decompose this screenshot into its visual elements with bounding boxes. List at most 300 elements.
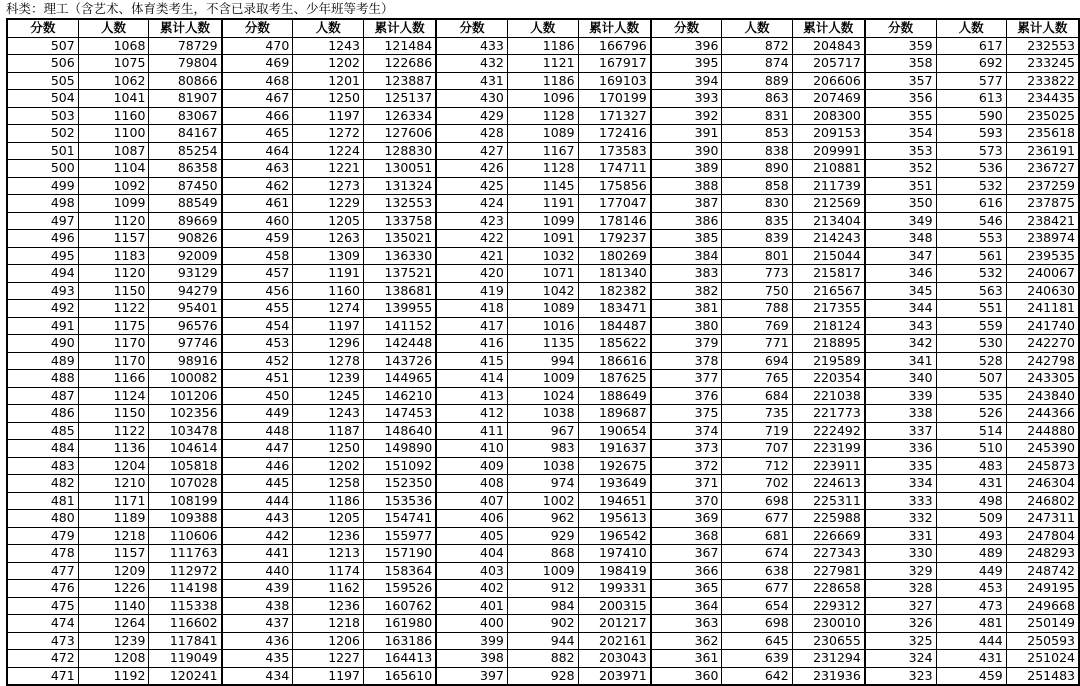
cell-cumulative: 119049 <box>149 650 222 668</box>
cell-cumulative: 89669 <box>149 212 222 230</box>
table-row <box>7 317 1079 335</box>
cell-count: 528 <box>936 352 1006 370</box>
cell-cumulative: 80866 <box>149 72 222 90</box>
cell-cumulative: 138681 <box>364 282 437 300</box>
cell-count: 1071 <box>507 265 578 283</box>
cell-score: 469 <box>222 55 293 73</box>
cell-score: 324 <box>865 650 936 668</box>
cell-cumulative: 242798 <box>1006 352 1079 370</box>
cell-score: 410 <box>436 440 507 458</box>
cell-score: 383 <box>651 265 722 283</box>
cell-count: 563 <box>936 282 1006 300</box>
table-row <box>7 527 1079 545</box>
cell-cumulative: 225988 <box>792 510 865 528</box>
cell-score: 387 <box>651 195 722 213</box>
cell-cumulative: 100082 <box>149 370 222 388</box>
cell-count: 1186 <box>507 37 578 55</box>
table-row <box>7 475 1079 493</box>
cell-count: 473 <box>936 597 1006 615</box>
cell-score: 448 <box>222 422 293 440</box>
cell-count: 1087 <box>78 142 149 160</box>
header-score: 分数 <box>651 19 722 37</box>
cell-score: 346 <box>865 265 936 283</box>
table-row <box>7 597 1079 615</box>
cell-score: 480 <box>7 510 78 528</box>
cell-cumulative: 173583 <box>578 142 651 160</box>
cell-cumulative: 78729 <box>149 37 222 55</box>
cell-cumulative: 85254 <box>149 142 222 160</box>
cell-score: 399 <box>436 632 507 650</box>
cell-count: 1128 <box>507 107 578 125</box>
cell-cumulative: 185622 <box>578 335 651 353</box>
cell-cumulative: 98916 <box>149 352 222 370</box>
table-row <box>7 195 1079 213</box>
cell-score: 356 <box>865 90 936 108</box>
cell-score: 338 <box>865 405 936 423</box>
cell-cumulative: 186616 <box>578 352 651 370</box>
cell-score: 470 <box>222 37 293 55</box>
cell-cumulative: 104614 <box>149 440 222 458</box>
cell-cumulative: 220354 <box>792 370 865 388</box>
cell-cumulative: 166796 <box>578 37 651 55</box>
cell-score: 475 <box>7 597 78 615</box>
cell-count: 765 <box>722 370 792 388</box>
cell-cumulative: 246802 <box>1006 492 1079 510</box>
cell-count: 830 <box>722 195 792 213</box>
cell-score: 504 <box>7 90 78 108</box>
cell-cumulative: 198419 <box>578 562 651 580</box>
cell-cumulative: 127606 <box>364 125 437 143</box>
cell-cumulative: 248293 <box>1006 545 1079 563</box>
cell-score: 420 <box>436 265 507 283</box>
cell-count: 617 <box>936 37 1006 55</box>
cell-score: 443 <box>222 510 293 528</box>
cell-score: 343 <box>865 317 936 335</box>
cell-cumulative: 111763 <box>149 545 222 563</box>
cell-score: 389 <box>651 160 722 178</box>
header-score: 分数 <box>7 19 78 37</box>
cell-cumulative: 126334 <box>364 107 437 125</box>
cell-count: 444 <box>936 632 1006 650</box>
cell-score: 462 <box>222 177 293 195</box>
cell-count: 1201 <box>293 72 364 90</box>
cell-count: 1263 <box>293 230 364 248</box>
cell-count: 638 <box>722 562 792 580</box>
cell-cumulative: 182382 <box>578 282 651 300</box>
cell-count: 1174 <box>293 562 364 580</box>
cell-count: 694 <box>722 352 792 370</box>
cell-cumulative: 189687 <box>578 405 651 423</box>
cell-score: 411 <box>436 422 507 440</box>
header-cumulative: 累计人数 <box>1006 19 1079 37</box>
cell-score: 497 <box>7 212 78 230</box>
table-row <box>7 545 1079 563</box>
cell-score: 493 <box>7 282 78 300</box>
table-row <box>7 247 1079 265</box>
table-row <box>7 125 1079 143</box>
cell-count: 1204 <box>78 457 149 475</box>
table-row <box>7 650 1079 668</box>
cell-score: 457 <box>222 265 293 283</box>
cell-cumulative: 201217 <box>578 615 651 633</box>
cell-cumulative: 209991 <box>792 142 865 160</box>
cell-count: 535 <box>936 387 1006 405</box>
cell-cumulative: 170199 <box>578 90 651 108</box>
table-row <box>7 90 1079 108</box>
table-row <box>7 615 1079 633</box>
cell-cumulative: 221773 <box>792 405 865 423</box>
table-row <box>7 352 1079 370</box>
cell-count: 974 <box>507 475 578 493</box>
cell-count: 1309 <box>293 247 364 265</box>
cell-score: 402 <box>436 580 507 598</box>
cell-count: 1135 <box>507 335 578 353</box>
cell-score: 368 <box>651 527 722 545</box>
cell-cumulative: 83067 <box>149 107 222 125</box>
cell-cumulative: 115338 <box>149 597 222 615</box>
cell-score: 487 <box>7 387 78 405</box>
cell-count: 1250 <box>293 90 364 108</box>
table-row <box>7 72 1079 90</box>
cell-score: 355 <box>865 107 936 125</box>
cell-score: 492 <box>7 300 78 318</box>
cell-score: 460 <box>222 212 293 230</box>
cell-cumulative: 212569 <box>792 195 865 213</box>
cell-score: 334 <box>865 475 936 493</box>
cell-score: 429 <box>436 107 507 125</box>
cell-score: 378 <box>651 352 722 370</box>
cell-count: 890 <box>722 160 792 178</box>
cell-count: 1221 <box>293 160 364 178</box>
cell-count: 882 <box>507 650 578 668</box>
cell-count: 1239 <box>78 632 149 650</box>
cell-cumulative: 172416 <box>578 125 651 143</box>
cell-count: 874 <box>722 55 792 73</box>
cell-count: 1197 <box>293 317 364 335</box>
cell-score: 328 <box>865 580 936 598</box>
cell-cumulative: 109388 <box>149 510 222 528</box>
cell-cumulative: 221038 <box>792 387 865 405</box>
cell-score: 468 <box>222 72 293 90</box>
cell-count: 853 <box>722 125 792 143</box>
cell-cumulative: 95401 <box>149 300 222 318</box>
cell-count: 707 <box>722 440 792 458</box>
cell-score: 481 <box>7 492 78 510</box>
cell-score: 326 <box>865 615 936 633</box>
cell-count: 1218 <box>78 527 149 545</box>
cell-score: 348 <box>865 230 936 248</box>
cell-count: 983 <box>507 440 578 458</box>
cell-count: 1175 <box>78 317 149 335</box>
cell-score: 503 <box>7 107 78 125</box>
cell-cumulative: 120241 <box>149 667 222 685</box>
cell-score: 421 <box>436 247 507 265</box>
cell-cumulative: 144965 <box>364 370 437 388</box>
cell-cumulative: 244366 <box>1006 405 1079 423</box>
cell-count: 719 <box>722 422 792 440</box>
cell-cumulative: 208300 <box>792 107 865 125</box>
cell-cumulative: 188649 <box>578 387 651 405</box>
cell-score: 352 <box>865 160 936 178</box>
cell-cumulative: 193649 <box>578 475 651 493</box>
cell-cumulative: 215817 <box>792 265 865 283</box>
cell-cumulative: 131324 <box>364 177 437 195</box>
cell-score: 373 <box>651 440 722 458</box>
table-row <box>7 440 1079 458</box>
cell-score: 442 <box>222 527 293 545</box>
cell-score: 391 <box>651 125 722 143</box>
cell-cumulative: 161980 <box>364 615 437 633</box>
cell-cumulative: 180269 <box>578 247 651 265</box>
cell-cumulative: 190654 <box>578 422 651 440</box>
cell-cumulative: 94279 <box>149 282 222 300</box>
cell-count: 526 <box>936 405 1006 423</box>
header-cumulative: 累计人数 <box>149 19 222 37</box>
table-row <box>7 107 1079 125</box>
cell-cumulative: 249195 <box>1006 580 1079 598</box>
cell-count: 712 <box>722 457 792 475</box>
cell-cumulative: 175856 <box>578 177 651 195</box>
cell-score: 437 <box>222 615 293 633</box>
cell-count: 677 <box>722 580 792 598</box>
cell-score: 364 <box>651 597 722 615</box>
cell-count: 1041 <box>78 90 149 108</box>
cell-count: 645 <box>722 632 792 650</box>
cell-count: 489 <box>936 545 1006 563</box>
cell-cumulative: 97746 <box>149 335 222 353</box>
table-row <box>7 667 1079 685</box>
cell-count: 590 <box>936 107 1006 125</box>
cell-cumulative: 86358 <box>149 160 222 178</box>
cell-score: 405 <box>436 527 507 545</box>
cell-count: 483 <box>936 457 1006 475</box>
cell-score: 395 <box>651 55 722 73</box>
cell-count: 1189 <box>78 510 149 528</box>
cell-score: 450 <box>222 387 293 405</box>
cell-count: 1296 <box>293 335 364 353</box>
cell-count: 1208 <box>78 650 149 668</box>
cell-score: 333 <box>865 492 936 510</box>
cell-cumulative: 171327 <box>578 107 651 125</box>
cell-cumulative: 159526 <box>364 580 437 598</box>
cell-count: 868 <box>507 545 578 563</box>
cell-cumulative: 237259 <box>1006 177 1079 195</box>
cell-score: 453 <box>222 335 293 353</box>
cell-count: 1186 <box>507 72 578 90</box>
cell-count: 1187 <box>293 422 364 440</box>
cell-count: 1120 <box>78 212 149 230</box>
cell-cumulative: 114198 <box>149 580 222 598</box>
cell-count: 1075 <box>78 55 149 73</box>
cell-count: 1243 <box>293 405 364 423</box>
cell-count: 431 <box>936 475 1006 493</box>
cell-count: 1273 <box>293 177 364 195</box>
cell-cumulative: 218895 <box>792 335 865 353</box>
cell-cumulative: 200315 <box>578 597 651 615</box>
cell-cumulative: 251483 <box>1006 667 1079 685</box>
cell-score: 400 <box>436 615 507 633</box>
cell-cumulative: 141152 <box>364 317 437 335</box>
cell-count: 1145 <box>507 177 578 195</box>
cell-score: 459 <box>222 230 293 248</box>
cell-count: 1278 <box>293 352 364 370</box>
cell-score: 371 <box>651 475 722 493</box>
cell-score: 436 <box>222 632 293 650</box>
cell-score: 358 <box>865 55 936 73</box>
cell-cumulative: 239535 <box>1006 247 1079 265</box>
cell-cumulative: 165610 <box>364 667 437 685</box>
cell-score: 336 <box>865 440 936 458</box>
cell-count: 838 <box>722 142 792 160</box>
cell-score: 404 <box>436 545 507 563</box>
cell-count: 1122 <box>78 300 149 318</box>
cell-score: 486 <box>7 405 78 423</box>
cell-cumulative: 187625 <box>578 370 651 388</box>
cell-cumulative: 207469 <box>792 90 865 108</box>
cell-cumulative: 225311 <box>792 492 865 510</box>
header-score: 分数 <box>222 19 293 37</box>
cell-cumulative: 246304 <box>1006 475 1079 493</box>
cell-score: 473 <box>7 632 78 650</box>
cell-score: 390 <box>651 142 722 160</box>
cell-score: 478 <box>7 545 78 563</box>
table-row <box>7 405 1079 423</box>
table-row <box>7 265 1079 283</box>
cell-count: 929 <box>507 527 578 545</box>
cell-cumulative: 153536 <box>364 492 437 510</box>
cell-score: 416 <box>436 335 507 353</box>
cell-count: 773 <box>722 265 792 283</box>
cell-count: 1205 <box>293 212 364 230</box>
cell-cumulative: 169103 <box>578 72 651 90</box>
cell-count: 1226 <box>78 580 149 598</box>
cell-count: 1160 <box>78 107 149 125</box>
cell-cumulative: 240630 <box>1006 282 1079 300</box>
cell-cumulative: 245873 <box>1006 457 1079 475</box>
cell-score: 398 <box>436 650 507 668</box>
cell-score: 357 <box>865 72 936 90</box>
table-row <box>7 55 1079 73</box>
cell-score: 380 <box>651 317 722 335</box>
cell-cumulative: 87450 <box>149 177 222 195</box>
cell-count: 962 <box>507 510 578 528</box>
cell-cumulative: 224613 <box>792 475 865 493</box>
cell-count: 536 <box>936 160 1006 178</box>
cell-score: 376 <box>651 387 722 405</box>
cell-count: 616 <box>936 195 1006 213</box>
cell-score: 477 <box>7 562 78 580</box>
cell-score: 337 <box>865 422 936 440</box>
cell-count: 1162 <box>293 580 364 598</box>
cell-score: 423 <box>436 212 507 230</box>
cell-count: 498 <box>936 492 1006 510</box>
cell-cumulative: 101206 <box>149 387 222 405</box>
cell-cumulative: 116602 <box>149 615 222 633</box>
header-count: 人数 <box>78 19 149 37</box>
cell-count: 889 <box>722 72 792 90</box>
cell-count: 1157 <box>78 230 149 248</box>
cell-count: 788 <box>722 300 792 318</box>
cell-cumulative: 210881 <box>792 160 865 178</box>
cell-count: 431 <box>936 650 1006 668</box>
cell-cumulative: 146210 <box>364 387 437 405</box>
cell-count: 984 <box>507 597 578 615</box>
cell-count: 994 <box>507 352 578 370</box>
cell-cumulative: 242270 <box>1006 335 1079 353</box>
cell-count: 514 <box>936 422 1006 440</box>
cell-count: 1171 <box>78 492 149 510</box>
cell-cumulative: 233245 <box>1006 55 1079 73</box>
cell-score: 412 <box>436 405 507 423</box>
cell-cumulative: 219589 <box>792 352 865 370</box>
cell-count: 1122 <box>78 422 149 440</box>
cell-cumulative: 79804 <box>149 55 222 73</box>
cell-count: 559 <box>936 317 1006 335</box>
cell-count: 509 <box>936 510 1006 528</box>
cell-score: 418 <box>436 300 507 318</box>
cell-count: 639 <box>722 650 792 668</box>
cell-count: 771 <box>722 335 792 353</box>
cell-count: 1009 <box>507 370 578 388</box>
cell-score: 360 <box>651 667 722 685</box>
cell-cumulative: 177047 <box>578 195 651 213</box>
cell-score: 353 <box>865 142 936 160</box>
cell-score: 422 <box>436 230 507 248</box>
cell-score: 496 <box>7 230 78 248</box>
cell-score: 393 <box>651 90 722 108</box>
cell-cumulative: 110606 <box>149 527 222 545</box>
cell-cumulative: 236727 <box>1006 160 1079 178</box>
cell-count: 449 <box>936 562 1006 580</box>
header-count: 人数 <box>722 19 792 37</box>
cell-cumulative: 206606 <box>792 72 865 90</box>
table-row <box>7 562 1079 580</box>
cell-count: 692 <box>936 55 1006 73</box>
cell-cumulative: 81907 <box>149 90 222 108</box>
cell-cumulative: 147453 <box>364 405 437 423</box>
cell-score: 426 <box>436 160 507 178</box>
cell-count: 1167 <box>507 142 578 160</box>
cell-cumulative: 238421 <box>1006 212 1079 230</box>
cell-cumulative: 202161 <box>578 632 651 650</box>
cell-score: 413 <box>436 387 507 405</box>
cell-score: 441 <box>222 545 293 563</box>
cell-score: 323 <box>865 667 936 685</box>
cell-score: 335 <box>865 457 936 475</box>
cell-cumulative: 244880 <box>1006 422 1079 440</box>
cell-count: 613 <box>936 90 1006 108</box>
cell-score: 432 <box>436 55 507 73</box>
cell-score: 350 <box>865 195 936 213</box>
table-row <box>7 422 1079 440</box>
cell-score: 449 <box>222 405 293 423</box>
table-row <box>7 300 1079 318</box>
cell-score: 401 <box>436 597 507 615</box>
cell-score: 344 <box>865 300 936 318</box>
cell-count: 1042 <box>507 282 578 300</box>
cell-count: 1099 <box>507 212 578 230</box>
cell-score: 349 <box>865 212 936 230</box>
cell-count: 1272 <box>293 125 364 143</box>
cell-cumulative: 88549 <box>149 195 222 213</box>
cell-count: 1100 <box>78 125 149 143</box>
cell-count: 1205 <box>293 510 364 528</box>
cell-cumulative: 154741 <box>364 510 437 528</box>
cell-score: 439 <box>222 580 293 598</box>
cell-score: 361 <box>651 650 722 668</box>
cell-count: 561 <box>936 247 1006 265</box>
cell-cumulative: 217355 <box>792 300 865 318</box>
